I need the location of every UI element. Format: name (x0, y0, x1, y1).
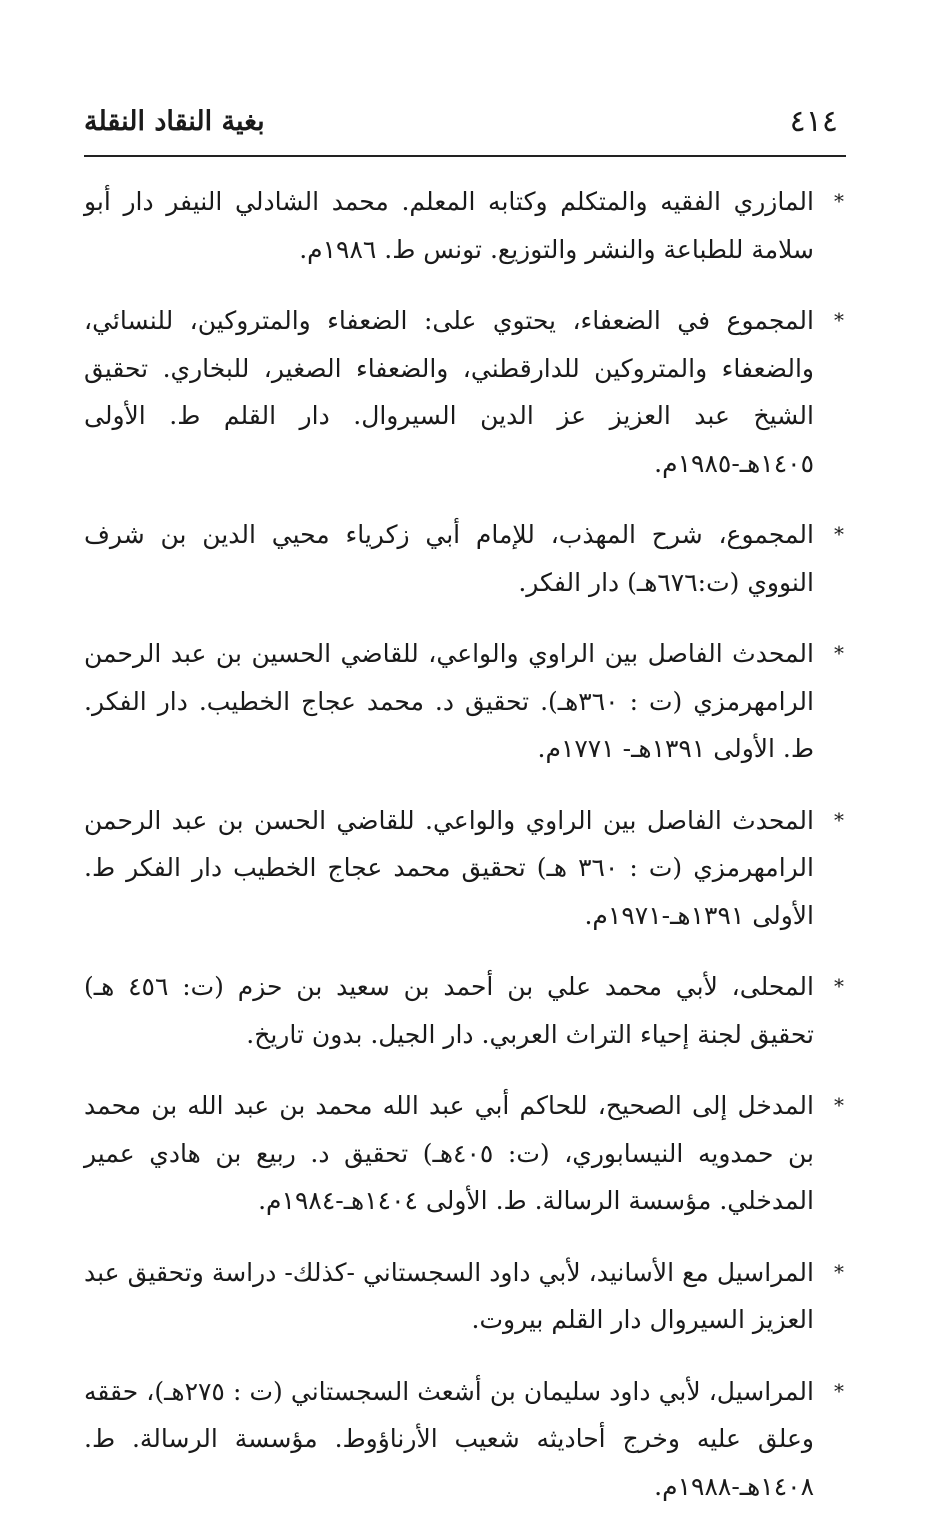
bibliography-entry (84, 1368, 846, 1511)
bullet-icon: * (834, 189, 844, 213)
entry-text: المحدث الفاصل بين الراوي والواعي، للقاضي الحسين بن عبد الرحمن الرامهرمزي (ت : ٣٦٠هـ). تحقيق د. محمد عجاج الخطيب. دار الفكر. ط. الأولى ١٣٩١هـ- ١٧٧١م. (84, 639, 814, 763)
page-header (84, 100, 846, 146)
entry-text: المحدث الفاصل بين الراوي والواعي. للقاضي الحسن بن عبد الرحمن الرامهرمزي (ت : ٣٦٠ هـ) تحقيق محمد عجاج الخطيب دار الفكر ط. الأولى ١٣٩١هـ-١٩٧١م. (84, 805, 814, 930)
bibliography-entry (84, 511, 846, 606)
bullet-icon: * (834, 1378, 844, 1403)
bullet-icon: * (834, 1259, 844, 1284)
bibliography-entry (84, 1249, 846, 1344)
bibliography-entry (84, 797, 846, 940)
entry-text: المازري الفقيه والمتكلم وكتابه المعلم. محمد الشادلي النيفر دار أبو سلامة للطباعة والنشر والتوزيع. تونس ط. ١٩٨٦م. (84, 187, 814, 264)
page-number: ٤١٤ (789, 104, 838, 139)
bibliography-entry (84, 1082, 846, 1225)
bibliography-entry (84, 297, 846, 487)
bibliography-entry (84, 963, 846, 1058)
header-divider (84, 155, 846, 157)
bibliography-entry (84, 630, 846, 773)
bibliography-entry (84, 178, 846, 273)
running-title: بغية النقاد النقلة (84, 106, 265, 137)
bullet-icon: * (834, 974, 844, 998)
entry-text: المراسيل، لأبي داود سليمان بن أشعث السجستاني (ت : ٢٧٥هـ)، حققه وعلق عليه وخرج أحاديثه شعيب الأرناؤوط. مؤسسة الرسالة. ط. ١٤٠٨هـ-١٩٨٨م. (84, 1376, 814, 1501)
entry-text: المدخل إلى الصحيح، للحاكم أبي عبد الله محمد بن عبد الله بن محمد بن حمدويه النيسابوري، (ت: ٤٠٥هـ) تحقيق د. ربيع بن هادي عمير المدخلي. مؤسسة الرسالة. ط. الأولى ١٤٠٤هـ-١٩٨٤م. (84, 1091, 814, 1215)
bullet-icon: * (834, 1093, 844, 1117)
bullet-icon: * (834, 641, 844, 665)
entry-text: المحلى، لأبي محمد علي بن أحمد بن سعيد بن حزم (ت: ٤٥٦ هـ) تحقيق لجنة إحياء التراث العربي. دار الجيل. بدون تاريخ. (84, 972, 814, 1049)
entry-text: المجموع، شرح المهذب، للإمام أبي زكرياء محيي الدين بن شرف النووي (ت:٦٧٦هـ) دار الفكر. (84, 520, 814, 597)
entry-text: المجموع في الضعفاء، يحتوي على: الضعفاء والمتروكين، للنسائي، والضعفاء والمتروكين للدارقطني، والضعفاء الصغير، للبخاري. تحقيق الشيخ عبد العزيز عز الدين السيروال. دار القلم ط. الأولى ١٤٠٥هـ-١٩٨٥م. (84, 306, 814, 478)
bibliography-list (84, 178, 846, 1534)
bullet-icon: * (834, 308, 844, 332)
bullet-icon: * (834, 807, 844, 832)
bullet-icon: * (834, 522, 844, 546)
entry-text: المراسيل مع الأسانيد، لأبي داود السجستاني -كذلك- دراسة وتحقيق عبد العزيز السيروال دار القلم بيروت. (84, 1257, 814, 1334)
